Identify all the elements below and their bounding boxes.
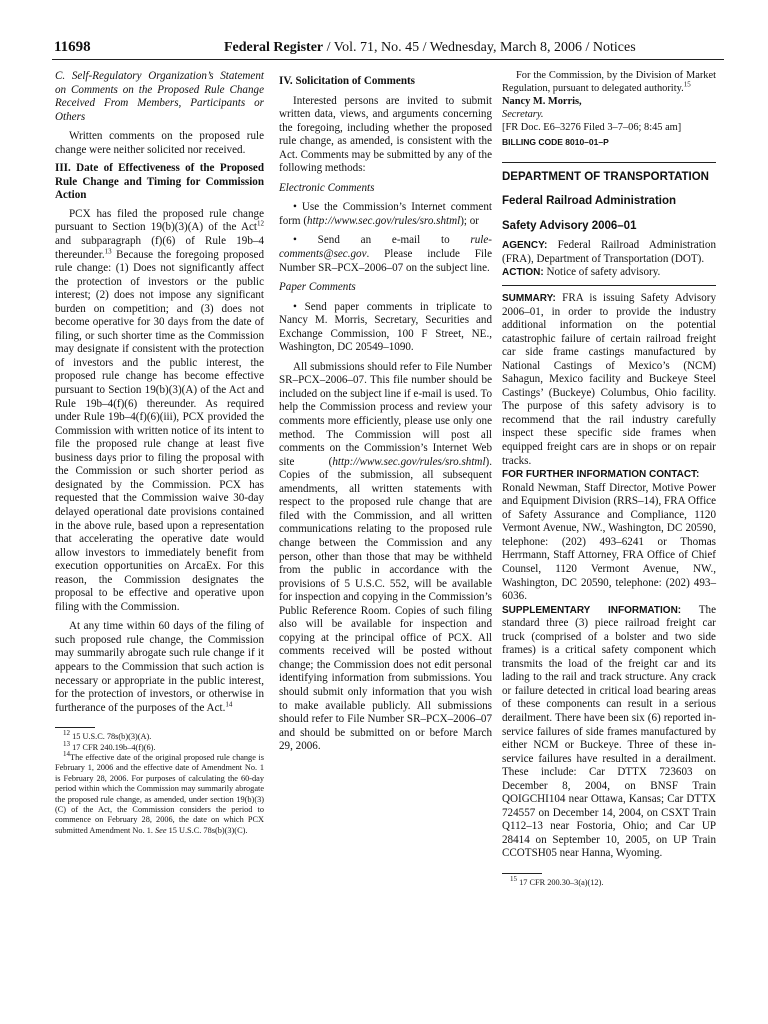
billing-code: BILLING CODE 8010–01–P [502, 137, 609, 148]
footnote-12 [55, 729, 264, 742]
signature-text [502, 70, 716, 95]
paragraph-effectiveness [55, 208, 264, 614]
section-divider [502, 162, 716, 163]
footnote-13 [55, 739, 264, 753]
summary-divider [502, 285, 716, 286]
supplementary-text: The standard three (3) piece railroad freight car truck (comprised of a bolster and two side frames) is a critical safety component which transmits the load of the freight car and its lading to the rail and track structure. Any crack or failure detected in critical load bearing areas of these components can result in a serious derailment. There have been six (6) reported in-service failures of side frames manufactured by either NCM or Buckeye. Three of these in-service failures have resulted in a derailment. These include: Car DTTX 723603 on December 8, 2004, on BNSF Train QOIGCHI104 near Ottawa, Kansas; Car DTTX 724557 on December 14, 2004, on CSXT Train Q112–13 near Fostoria, Ohio; and Car UP 28414 on September 10, 2005, on UP Train CCOTSH05 near Hanna, Wyoming. [502, 603, 716, 860]
section-iv-title: IV. Solicitation of Comments [279, 75, 416, 87]
submissions-paragraph [279, 361, 492, 754]
column-2 [279, 70, 492, 754]
solicitation-intro: Interested persons are invited to submit written data, views, and arguments concerning the foregoing, including whether the proposed rule change, as amended, is consistent with the Act. Comments may be submitted by any of the following methods: [279, 94, 492, 175]
bullet-web-form [279, 201, 492, 228]
footnote-text: 17 CFR 240.19b–4(f)(6). [70, 742, 156, 752]
footnote-14 [55, 750, 264, 836]
footnote-text: 17 CFR 200.30–3(a)(12). [517, 877, 604, 887]
footnotes [55, 729, 264, 836]
signer-name: Nancy M. Morris, [502, 96, 582, 108]
text-run: ). Copies of the submission, all subsequent amendments, all written statements with respect to the proposed rule change that are filed with the Commission, and all written communications relating to the proposed rule change between the Commission and any person, other than those that may be withheld from the public in accordance with the provisions of 5 U.S.C. 552, will be available for inspection and copying in the Commission’s Public Reference Room. Copies of such filing also will be available for inspection and copying at the principal office of PCX. All comments received will be posted without change; the Commission does not edit personal identifying information from submissions. You should submit only information that you wish to make available publicly. All submissions should refer to File Number SR–PCX–2006–07 and should be submitted on or before March 29, 2006. [279, 455, 492, 753]
text-run: Because the foregoing proposed rule change: (1) Does not significantly affect the protection of investors or the public interest; (2) does not impose any significant burden on competition; and (3) does not become operative for 30 days from the date of filing, or such shorter time as the Commission may designate if consistent with the protection of investors and the public interest, the proposed rule change has become effective pursuant to Section 19(b)(3)(A) of the Act and Rule 19b–4(f)(6) thereunder. As required under Rule 19b–4(f)(6)(iii), PCX provided the Commission with written notice of its intent to file the proposed rule change at least five business days prior to filing the proposal with the Commission or such shorter period as designated by the Commission. PCX has requested that the Commission waive 30-day delayed operational date provisions contained in the above rule, based upon a representation that accelerating the operative date would allow investors to immediately benefit from execution opportunities on ArcaEx. For this reason, the Commission designates the proposal to be effective and operative upon filing with the Commission. [55, 248, 264, 613]
text-run: . Please include File Number SR–PCX–2006–07 on the subject line. [279, 248, 492, 274]
running-head [224, 40, 636, 56]
paragraph-abrogate [55, 620, 264, 715]
footnote-number: 13 [63, 739, 70, 748]
text-run: Send an e-mail to [317, 234, 471, 247]
footnote-divider [55, 727, 95, 728]
agency-text: Federal Railroad Administration (FRA), Department of Transportation (DOT). [502, 239, 716, 265]
footnote-ref-13: 13 [104, 246, 112, 255]
text-run: For the Commission, by the Division of Market Regulation, pursuant to delegated authority. [502, 70, 716, 94]
action-text: Notice of safety advisory. [543, 266, 661, 279]
summary-paragraph [502, 292, 716, 468]
contact-text: Ronald Newman, Staff Director, Motive Power and Equipment Division (RRS–14), FRA Office of Safety Assurance and Compliance, 1120 Vermont Avenue, NW., Washington, DC 20590, telephone: (202) 493–6241 or Thomas Herrmann, Staff Attorney, FRA Office of Chief Counsel, 1120 Vermont Avenue, NW., Washington, DC 20590, telephone: (202) 493–6036. [502, 481, 716, 603]
section-iii-title: III. Date of Effectiveness of the Proposed Rule Change and Timing for Commission Action [55, 162, 264, 202]
agency-label: AGENCY: [502, 240, 548, 252]
contact-label: FOR FURTHER INFORMATION CONTACT: [502, 469, 700, 481]
agency-name: Federal Railroad Administration [502, 195, 677, 208]
supplementary-label: SUPPLEMENTARY INFORMATION: [502, 604, 682, 616]
email-link[interactable]: rule-comments@sec.gov [279, 234, 492, 261]
publication-name: Federal Register [224, 40, 324, 55]
supplementary-paragraph [502, 604, 716, 861]
paper-comments-head: Paper Comments [279, 281, 356, 294]
text-run: Use the Commission’s Internet comment form ( [279, 201, 492, 227]
advisory-title: Safety Advisory 2006–01 [502, 219, 637, 232]
footnote-text: The effective date of the original proposed rule change is February 1, 2006 and the effective date of Amendment No. 1 is February 28, 2006. For purposes of calculating the 60-day period within which the Commission may summarily abrogate the proposed rule change, as amended, under section 19(b)(3)(C) of the Act, the Commission considers the period to commence on February 28, 2006, the date on which PCX submitted Amendment No. 1. [55, 752, 264, 835]
bullet-email [279, 234, 492, 275]
page-number: 11698 [54, 39, 91, 55]
summary-label: SUMMARY: [502, 293, 556, 305]
footnote-ref-12: 12 [257, 219, 264, 228]
action-line [502, 266, 716, 280]
column-3 [502, 70, 716, 888]
footnote-number: 15 [510, 875, 517, 884]
column-1 [55, 70, 264, 836]
text-run: All submissions should refer to File Number SR–PCX–2006–07. This file number should be included on the subject line if e-mail is used. To help the Commission process and review your comments more efficiently, please use only one method. The Commission will post all comments on the Commission’s Internet Web site ( [279, 360, 492, 468]
footnote-text: 15 U.S.C. 78s(b)(3)(A). [70, 732, 152, 742]
footnote-text: 15 U.S.C. 78s(b)(3)(C). [166, 825, 248, 835]
footnote-divider [502, 873, 542, 874]
section-c-text: Written comments on the proposed rule change were neither solicited nor received. [55, 130, 264, 156]
issue-details: / Vol. 71, No. 45 / Wednesday, March 8, 2006 / Notices [323, 40, 636, 55]
summary-text: FRA is issuing Safety Advisory 2006–01, in order to provide the industry additional information on the potential catastrophic failure of certain railroad freight car side frame castings manufactured by National Castings of Mexico’s (NCM) Sahagun, Mexico facility and Buckeye Steel Castings’ (Buckeye) Columbus, Ohio facility. The purpose of this safety advisory is to recommend that the rail industry carefully inspect these specific side frames when equipped freight cars are in shops or on repair tracks. [502, 292, 716, 467]
action-label: ACTION: [502, 267, 544, 279]
footnote-ref-14: 14 [225, 699, 233, 708]
text-run: ); or [460, 214, 479, 227]
sec-website-link[interactable]: http://www.sec.gov/rules/sro.shtml [332, 455, 486, 468]
footnote-number: 14 [63, 750, 70, 759]
footnote-ref-15: 15 [683, 80, 691, 89]
page-header [52, 39, 724, 60]
text-run: and subparagraph (f)(6) of Rule 19b–4 thereunder. [55, 235, 264, 261]
text-run: PCX has filed the proposed rule change pursuant to Section 19(b)(3)(A) of the Act [55, 207, 264, 234]
bullet-paper: • Send paper comments in triplicate to Nancy M. Morris, Secretary, Securities and Exchange Commission, 100 F Street, NE., Washington, DC 20549–1090. [279, 301, 492, 355]
fr-doc-line: [FR Doc. E6–3276 Filed 3–7–06; 8:45 am] [502, 122, 682, 134]
signer-title: Secretary. [502, 109, 544, 121]
footnote-number: 12 [63, 729, 70, 738]
department-title: DEPARTMENT OF TRANSPORTATION [502, 170, 709, 183]
section-c-title: C. Self-Regulatory Organization’s Statement on Comments on the Proposed Rule Change Received From Members, Participants or Others [55, 70, 264, 123]
footnote-see: See [155, 825, 167, 835]
text-run: At any time within 60 days of the filing of such proposed rule change, the Commission may summarily abrogate such rule change if it appears to the Commission that such action is necessary or appropriate in the public interest, for the protection of investors, or otherwise in furtherance of the purposes of the Act. [55, 620, 264, 714]
footnote-15 [502, 875, 716, 888]
electronic-comments-head: Electronic Comments [279, 181, 375, 194]
agency-line [502, 239, 716, 266]
sec-rules-link[interactable]: http://www.sec.gov/rules/sro.shtml [307, 214, 461, 227]
